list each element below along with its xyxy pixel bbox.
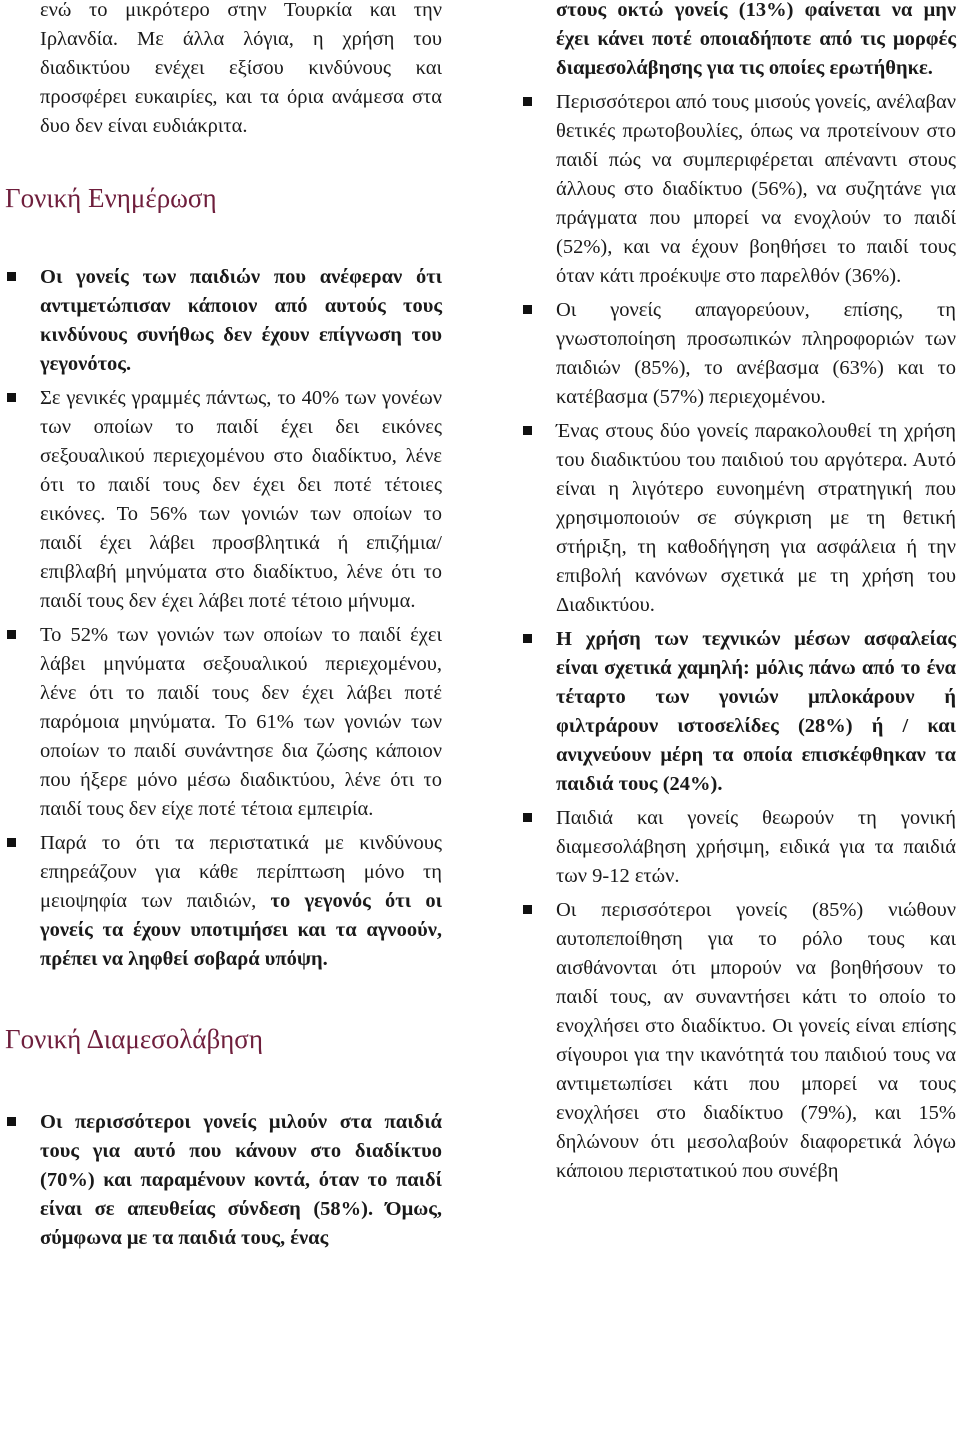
list-item: Η χρήση των τεχνικών μέσων ασφαλείας είναι σχετικά χαμηλή: μόλις πάνω από το ένα τέταρτο των γονιών μπλοκάρουν ή φιλτράρουν ιστοσελίδες (28%) ή / και ανιχνεύουν μέρη τα οποία επισκέφθηκαν τα παιδιά τους (24%). [556,625,956,799]
heading-parental-awareness: Γονική Ενημέρωση [5,183,217,213]
list-item: Οι περισσότεροι γονείς μιλούν στα παιδιά τους για αυτό που κάνουν στο διαδίκτυο (70%) και παραμένουν κοντά, όταν το παιδί είναι σε απευθείας σύνδεση (58%). Όμως, σύμφωνα με τα παιδιά τους, ένας [40,1108,442,1253]
heading-parental-mediation: Γονική Διαμεσολάβηση [5,1024,263,1054]
list-item: Σε γενικές γραμμές πάντως, το 40% των γονέων των οποίων το παιδί έχει δει εικόνες σεξουαλικού περιεχομένου στο διαδίκτυο, λένε ότι το παιδί τους δεν έχει δει ποτέ τέτοιες εικόνες. Το 56% των γονιών των οποίων το παιδί έχει λάβει προσβλητικά ή επιζήμια/ επιβλαβή μηνύματα στο διαδίκτυο, λένε ότι το παιδί τους δεν έχει λάβει ποτέ τέτοιο μήνυμα. [40,384,442,616]
list-item: Ένας στους δύο γονείς παρακολουθεί τη χρήση του διαδικτύου του παιδιού του αργότερα. Αυτό είναι η λιγότερο ευνοημένη στρατηγική που χρησιμοποιούν σε σύγκριση με τη θετική στήριξη, τη καθοδήγηση για ασφάλεια ή την επιβολή κανόνων σχετικά με τη χρήση του Διαδικτύου. [556,417,956,620]
right-column [556,0,956,1191]
list-item: Οι γονείς των παιδιών που ανέφεραν ότι αντιμετώπισαν κάποιον από αυτούς τους κινδύνους συνήθως δεν έχουν επίγνωση του γεγονότος. [40,263,442,379]
list-item: Το 52% των γονιών των οποίων το παιδί έχει λάβει μηνύματα σεξουαλικού περιεχομένου, λένε ότι το παιδί τους δεν έχει λάβει ποτέ παρόμοια μηνύματα. Το 61% των γονιών των οποίων το παιδί συνάντησε δια ζώσης κάποιον που ήξερε μόνο μέσω διαδικτύου, λένε ότι το παιδί τους δεν είχε ποτέ τέτοια εμπειρία. [40,621,442,824]
list-item: Οι γονείς απαγορεύουν, επίσης, τη γνωστοποίηση προσωπικών πληροφοριών των παιδιών (85%), το ανέβασμα (63%) και το κατέβασμα (57%) περιεχομένου. [556,296,956,412]
awareness-list [40,263,442,974]
intro-paragraph: ενώ το μικρότερο στην Τουρκία και την Ιρλανδία. Με άλλα λόγια, η χρήση του διαδικτύου ενέχει εξίσου κινδύνους και προσφέρει ευκαιρίες, και τα όρια ανάμεσα στα δυο δεν είναι ευδιάκριτα. [40,0,442,137]
list-item-continued: στους οκτώ γονείς (13%) φαίνεται να μην έχει κάνει ποτέ οποιαδήποτε από τις μορφές διαμεσολάβησης για τις οποίες ερωτήθηκε. [556,0,956,79]
mediation-list-right [556,0,956,1186]
left-column [5,0,442,1258]
list-item: Οι περισσότεροι γονείς (85%) νιώθουν αυτοπεποίθηση για το ρόλο τους και αισθάνονται ότι μπορούν να βοηθήσουν το παιδί τους, αν συναντήσει κάτι το οποίο το ενοχλήσει στο διαδίκτυο. Οι γονείς είναι επίσης σίγουροι για την ικανότητά του παιδιού τους να αντιμετωπίσει κάτι που μπορεί να τους ενοχλήσει στο διαδίκτυο (79%), και 15% δηλώνουν ότι μεσολαβούν διαφορετικά λόγω κάποιου περιστατικού που συνέβη [556,896,956,1186]
list-item: Παιδιά και γονείς θεωρούν τη γονική διαμεσολάβηση χρήσιμη, ειδικά για τα παιδιά των 9-12 ετών. [556,804,956,891]
list-item: Περισσότεροι από τους μισούς γονείς, ανέλαβαν θετικές πρωτοβουλίες, όπως να προτείνουν στο παιδί πώς να συμπεριφέρεται απέναντι στους άλλους στο διαδίκτυο (56%), να συζητάνε για πράγματα που μπορεί να ενοχλούν το παιδί (52%), και να έχουν βοηθήσει το παιδί τους όταν κάτι προέκυψε στο παρελθόν (36%). [556,88,956,291]
mediation-list-left [40,1108,442,1253]
list-item: Παρά το ότι τα περιστατικά με κινδύνους επηρεάζουν για κάθε περίπτωση μόνο τη μειοψηφία των παιδιών, το γεγονός ότι οι γονείς τα έχουν υποτιμήσει και τα αγνοούν, πρέπει να ληφθεί σοβαρά υπόψη. [40,829,442,974]
